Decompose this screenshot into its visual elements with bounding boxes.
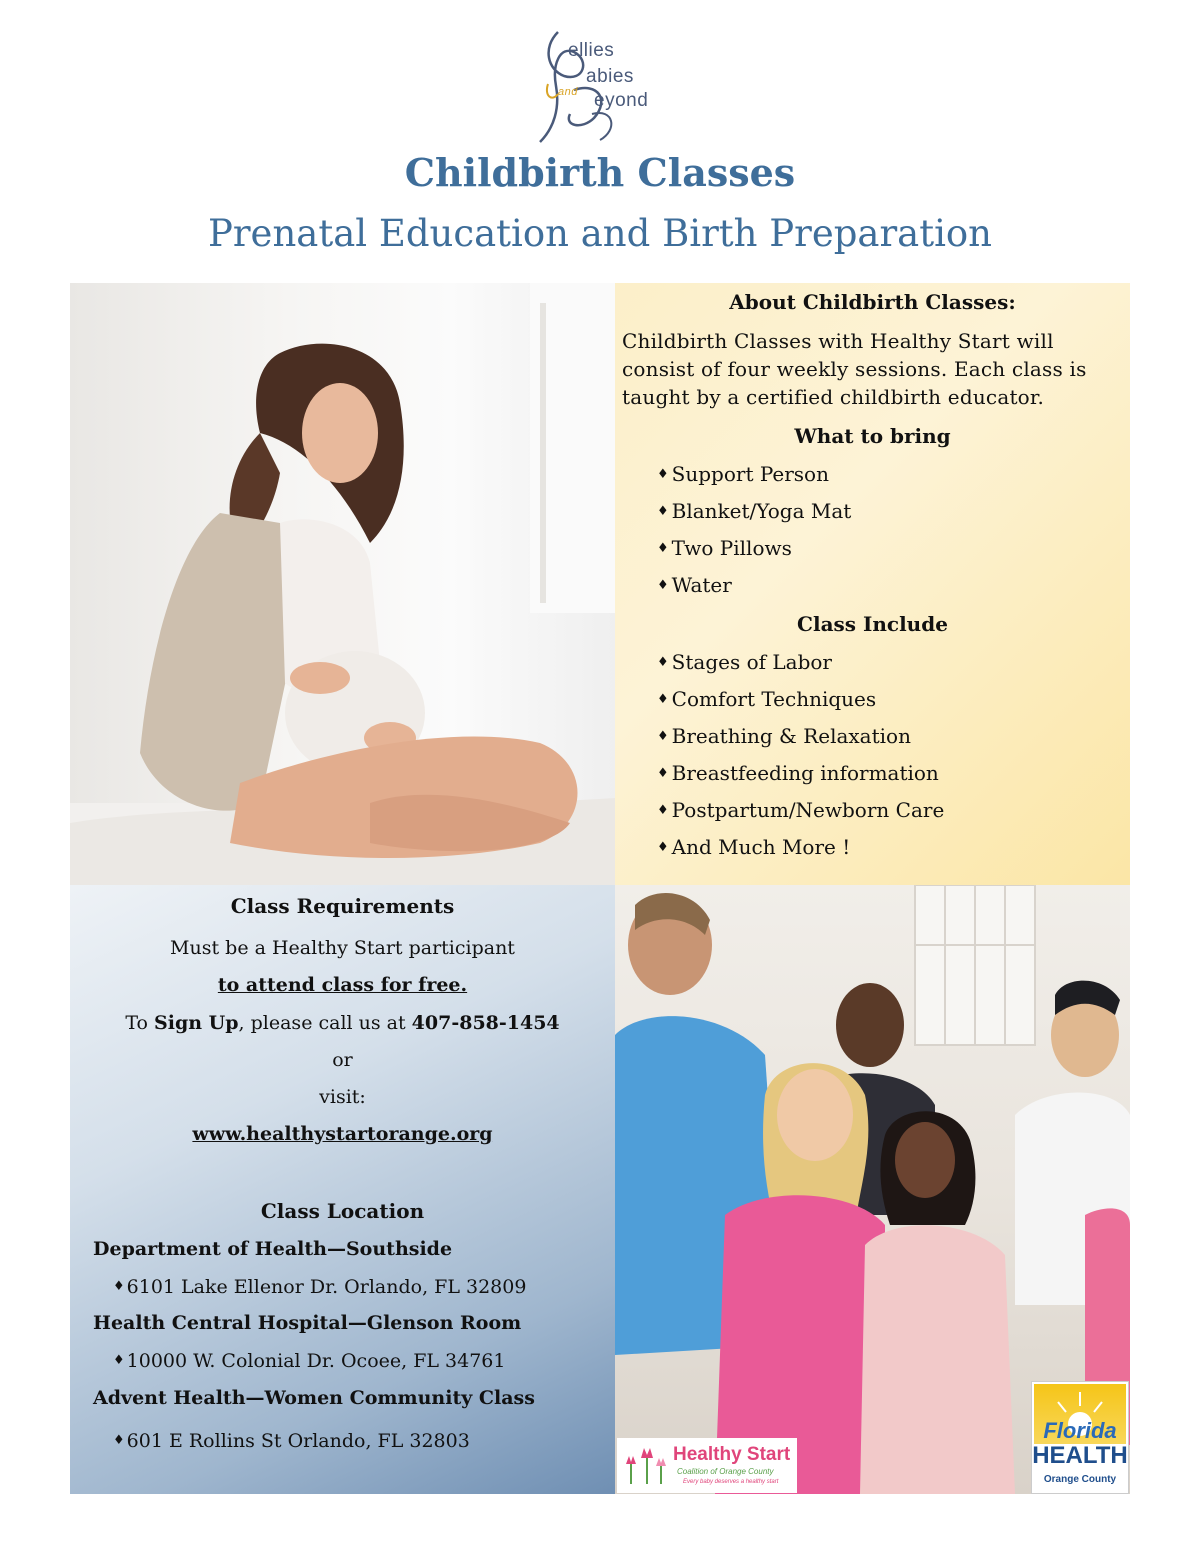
healthy-start-logo [617,1438,797,1493]
bring-item-label: Support Person [671,462,829,486]
about-heading: About Childbirth Classes: [729,290,1016,314]
signup-prefix: To [125,1012,155,1034]
logo-text-ellies: ellies [568,40,615,61]
tulip-icon [621,1446,671,1486]
location-address-text: 6101 Lake Ellenor Dr. Orlando, FL 32809 [126,1276,527,1298]
include-item-label: Comfort Techniques [671,687,877,711]
bring-item-label: Blanket/Yoga Mat [671,499,852,523]
requirements-line2: to attend class for free. [217,974,468,996]
include-item [657,761,939,785]
diamond-bullet-icon: ♦ [657,578,669,593]
diamond-bullet-icon: ♦ [113,1279,125,1294]
include-item [657,724,911,748]
include-item-label: Postpartum/Newborn Care [671,798,945,822]
include-item [657,798,944,822]
healthy-start-tagline: Every baby deserves a healthy start [683,1479,779,1485]
or-text: or [332,1049,353,1071]
website-link[interactable]: www.healthystartorange.org [192,1123,493,1145]
bring-item-label: Water [671,573,732,597]
signup-mid: , please call us at [238,1012,412,1034]
location-address [113,1276,526,1298]
location-name: Department of Health—Southside [93,1238,453,1260]
location-name: Health Central Hospital—Glenson Room [93,1312,522,1334]
requirements-heading: Class Requirements [230,894,455,918]
florida-health-logo [1031,1381,1129,1494]
what-to-bring-heading: What to bring [794,424,951,448]
location-address [113,1350,506,1372]
diamond-bullet-icon: ♦ [657,729,669,744]
bring-item [657,462,829,486]
diamond-bullet-icon: ♦ [657,803,669,818]
florida-text: Florida [1043,1418,1117,1443]
diamond-bullet-icon: ♦ [657,541,669,556]
include-item-label: Breastfeeding information [671,761,939,785]
location-address-text: 10000 W. Colonial Dr. Ocoee, FL 34761 [126,1350,506,1372]
health-text: HEALTH [1032,1442,1128,1469]
signup-line [70,1012,615,1034]
diamond-bullet-icon: ♦ [657,467,669,482]
location-address-text: 601 E Rollins St Orlando, FL 32803 [126,1430,470,1452]
about-paragraph: Childbirth Classes with Healthy Start will consist of four weekly sessions. Each class is taught by a certified childbirth educator. [622,329,1087,409]
bellies-babies-beyond-logo [534,30,674,146]
bring-item [657,573,732,597]
diamond-bullet-icon: ♦ [657,766,669,781]
include-item [657,687,876,711]
include-item-label: And Much More ! [671,835,851,859]
include-item-label: Breathing & Relaxation [671,724,911,748]
healthy-start-name: Healthy Start [673,1444,791,1465]
orange-county-text: Orange County [1043,1474,1117,1485]
diamond-bullet-icon: ♦ [113,1433,125,1448]
requirements-line1: Must be a Healthy Start participant [170,937,515,959]
healthy-start-sub: Coalition of Orange County [677,1467,774,1476]
include-item-label: Stages of Labor [671,650,832,674]
visit-text: visit: [319,1086,366,1108]
diamond-bullet-icon: ♦ [657,655,669,670]
page-subtitle: Prenatal Education and Birth Preparation [207,212,993,255]
bring-item-label: Two Pillows [671,536,792,560]
pregnant-woman-photo [70,283,615,885]
diamond-bullet-icon: ♦ [657,504,669,519]
diamond-bullet-icon: ♦ [657,840,669,855]
signup-bold: Sign Up [154,1012,239,1034]
include-item [657,835,850,859]
bring-item [657,536,792,560]
phone-number[interactable]: 407-858-1454 [411,1012,560,1034]
logo-text-and: and [558,86,578,98]
logo-text-eyond: eyond [594,90,649,111]
class-location-heading: Class Location [260,1199,425,1223]
location-name: Advent Health—Women Community Class [93,1387,535,1409]
include-item [657,650,832,674]
location-address [113,1430,470,1452]
logo-text-abies: abies [586,66,634,87]
diamond-bullet-icon: ♦ [113,1353,125,1368]
diamond-bullet-icon: ♦ [657,692,669,707]
class-include-heading: Class Include [797,612,948,636]
page-title: Childbirth Classes [404,150,796,195]
bring-item [657,499,851,523]
